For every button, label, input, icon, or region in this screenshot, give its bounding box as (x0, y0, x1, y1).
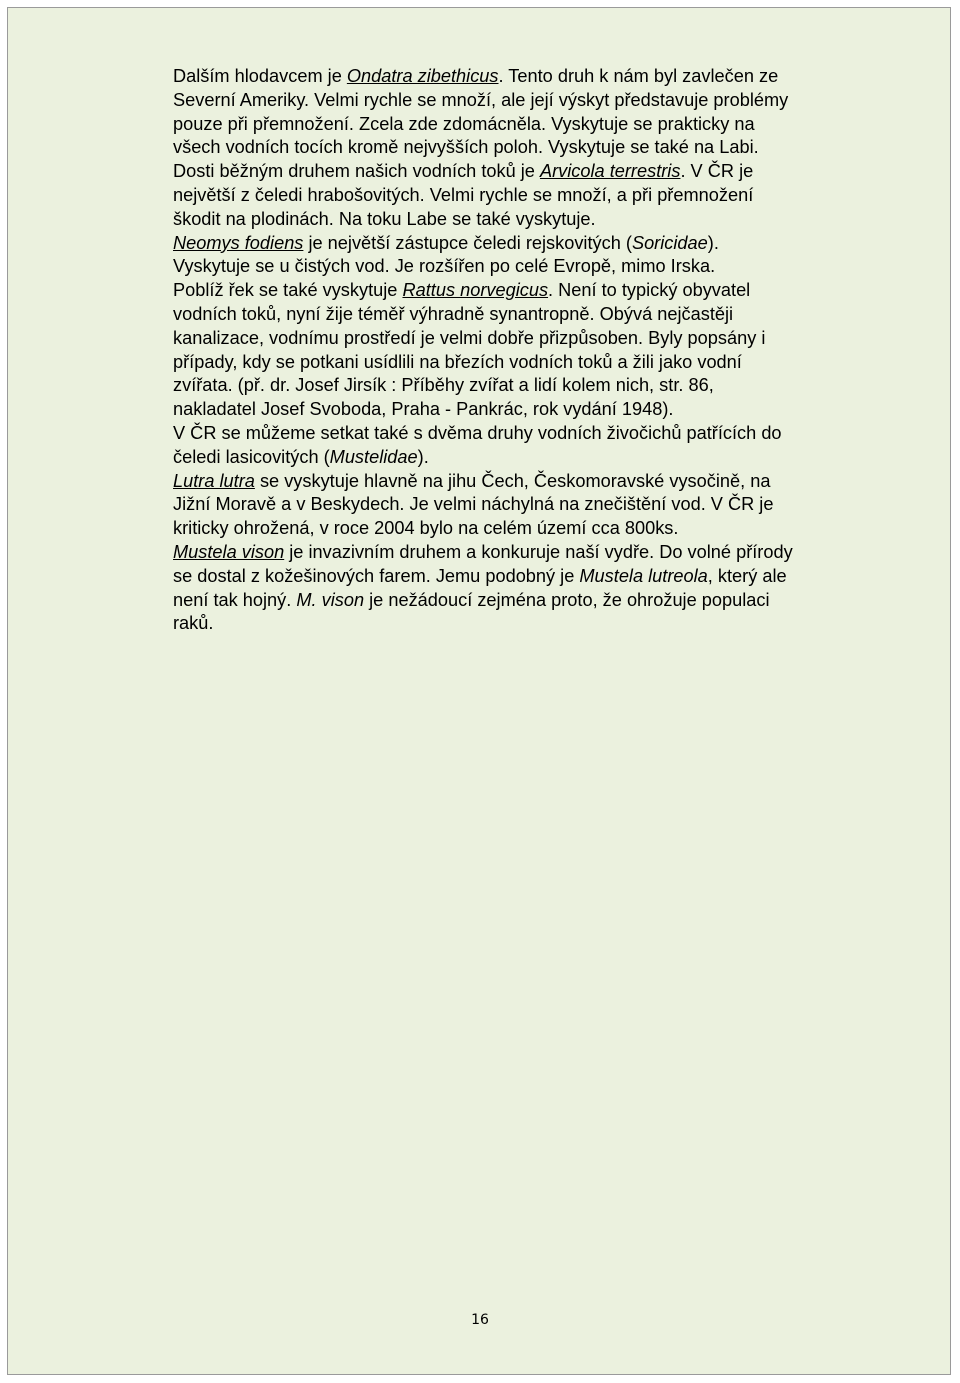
text-run: , který ale není tak hojný. (173, 565, 787, 610)
page-number: 16 (471, 1312, 489, 1328)
paragraph-rattus (173, 279, 793, 422)
text-run: ). Vyskytuje se u čistých vod. Je rozšířen po celé Evropě, mimo Irska. (173, 232, 719, 277)
text-run: ). (417, 446, 429, 467)
text-run: . Není to typický obyvatel vodních toků, nyní žije téměř výhradně synantropně. Obývá nejčastěji kanalizace, vodnímu prostředí je velmi dobře přizpůsoben. Byly popsány i případy, kdy se potkani usídlili na březích vodních toků a žili jako vodní zvířata. (př. dr. Josef Jirsík : Příběhy zvířat a lidí kolem nich, str. 86, nakladatel Josef Svoboda, Praha - Pankrác, rok vydání 1948). (173, 280, 766, 420)
latin-term: Soricidae (631, 232, 708, 253)
latin-term: M. vison (296, 589, 365, 610)
latin-term: Mustelidae (329, 446, 418, 467)
text-run: . V ČR je největší z čeledi hrabošovitých. Velmi rychle se množí, a při přemnožení škodit na plodinách. Na toku Labe se také vyskytuje. (173, 161, 754, 229)
text-run: Dosti běžným druhem našich vodních toků je (173, 161, 540, 182)
paragraph-mustela (173, 541, 793, 636)
species-name: Arvicola terrestris (539, 161, 681, 182)
species-name: Lutra lutra (173, 470, 255, 491)
text-run: je největší zástupce čeledi rejskovitých ( (303, 232, 632, 253)
text-run: je nežádoucí zejména proto, že ohrožuje populaci raků. (173, 589, 770, 634)
paragraph-arvicola (173, 160, 793, 231)
paragraph-ondatra (173, 65, 793, 160)
text-run: se vyskytuje hlavně na jihu Čech, Českomoravské vysočině, na Jižní Moravě a v Beskydech. Je velmi náchylná na znečištění vod. V ČR je kriticky ohrožená, v roce 2004 bylo na celém území cca 800ks. (173, 470, 774, 539)
body-text (173, 65, 793, 636)
text-run: . Tento druh k nám byl zavlečen ze Severní Ameriky. Velmi rychle se množí, ale její výskyt představuje problémy pouze při přemnožení. Zcela zde zdomácněla. Vyskytuje se prakticky na všech vodních tocích kromě nejvyšších poloh. Vyskytuje se také na Labi. (173, 66, 789, 158)
species-name: Rattus norvegicus (402, 280, 549, 301)
latin-term: Mustela lutreola (579, 565, 708, 586)
paragraph-mustelidae (173, 422, 793, 470)
text-run: je invazivním druhem a konkuruje naší vydře. Do volné přírody se dostal z kožešinových farem. Jemu podobný je (173, 541, 793, 586)
text-run: V ČR se můžeme setkat také s dvěma druhy vodních živočichů patřících do čeledi lasicovitých ( (173, 422, 782, 467)
species-name: Ondatra zibethicus (346, 66, 499, 86)
paragraph-lutra (173, 470, 793, 541)
species-name: Mustela vison (173, 541, 285, 562)
paragraph-neomys (173, 232, 793, 280)
text-run: Dalším hlodavcem je (173, 66, 347, 86)
species-name: Neomys fodiens (173, 232, 304, 253)
text-run: Poblíž řek se také vyskytuje (173, 280, 403, 301)
